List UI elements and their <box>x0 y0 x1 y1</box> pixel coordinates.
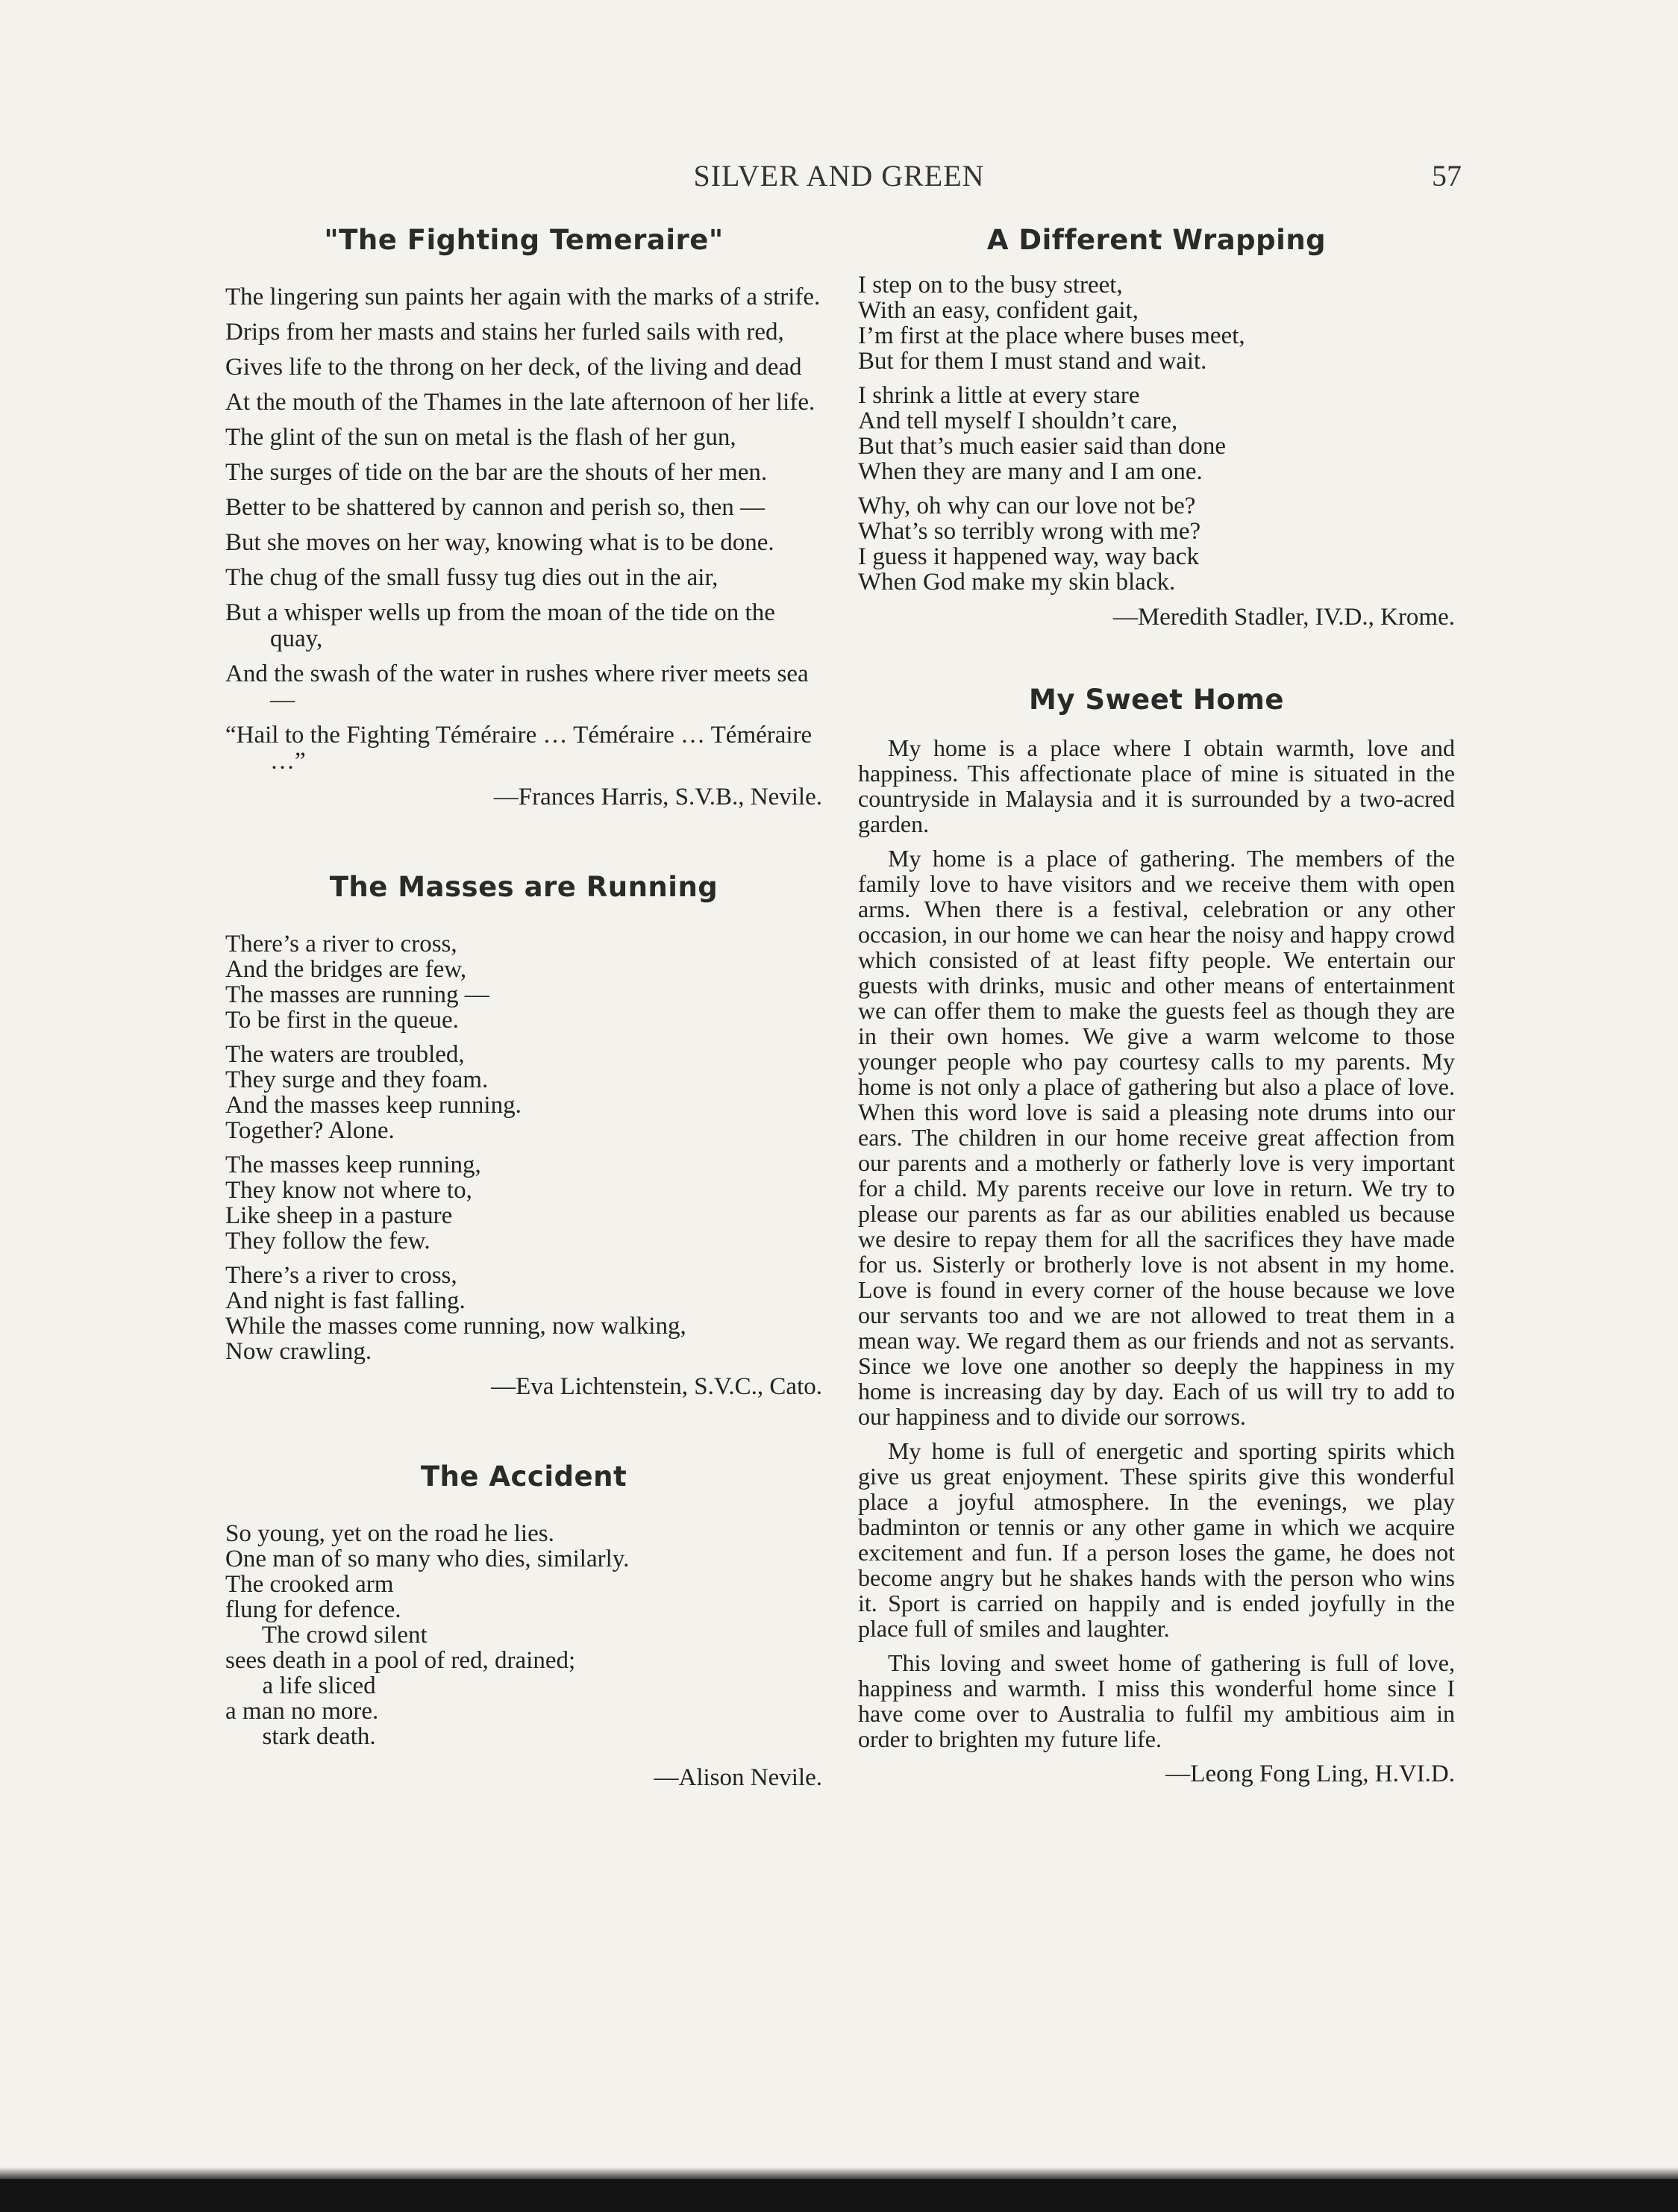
poem-line: “Hail to the Fighting Téméraire … Téméraire … Téméraire …” <box>225 722 813 775</box>
poem-line: What’s so terribly wrong with me? <box>858 518 1201 545</box>
poem-title: The Accident <box>420 1460 627 1493</box>
poem-line: The lingering sun paints her again with the marks of a strife. <box>225 284 821 310</box>
poem-line: a man no more. <box>225 1698 379 1725</box>
stanza <box>225 1042 822 1143</box>
poem-line: The masses are running — <box>225 981 489 1008</box>
poem-line: So young, yet on the road he lies. <box>225 1520 554 1547</box>
poem-line: I guess it happened way, way back <box>858 543 1199 570</box>
poem-byline: —Meredith Stadler, IV.D., Krome. <box>1112 604 1455 631</box>
stanza <box>225 931 822 1033</box>
poem-line: Now crawling. <box>225 1338 372 1365</box>
stanza <box>858 383 1455 484</box>
stanza <box>225 1263 822 1364</box>
poem-line: The waters are troubled, <box>225 1041 465 1068</box>
right-column <box>858 224 1455 1788</box>
poem-line: Together? Alone. <box>225 1117 395 1144</box>
left-column <box>225 224 822 1792</box>
essay-paragraph: This loving and sweet home of gathering is full of love, happiness and warmth. I miss this wonderful home since I have come over to Australia to fulfil my ambitious aim in order to brighten my future life. <box>858 1649 1455 1752</box>
poem-line: And the masses keep running. <box>225 1092 522 1119</box>
poem-different-wrapping <box>858 224 1455 631</box>
essay-title: My Sweet Home <box>1029 684 1284 716</box>
poem-line: I step on to the busy street, <box>858 272 1123 299</box>
poem-line: The glint of the sun on metal is the flash of her gun, <box>225 424 736 451</box>
poem-title: A Different Wrapping <box>986 224 1327 256</box>
poem-line: stark death. <box>225 1723 376 1750</box>
poem-line: flung for defence. <box>225 1596 401 1623</box>
poem-line: They know not where to, <box>225 1177 472 1204</box>
poem-line: Better to be shattered by cannon and perish so, then — <box>225 494 766 521</box>
poem-line: The chug of the small fussy tug dies out in the air, <box>225 564 719 591</box>
poem-line: And the bridges are few, <box>225 956 467 983</box>
essay-my-sweet-home <box>858 684 1455 1788</box>
poem-line: And night is fast falling. <box>225 1287 466 1314</box>
essay-paragraph: My home is full of energetic and sporting spirits which give us great enjoyment. These spirits give this wonderful place a joyful atmosphere. In the evenings, we play badminton or tennis or any other game in which we acquire excitement and fun. If a person loses the game, he does not become angry but he shakes hands with the person who wins it. Sport is carried on happily and is ended joyfully in the place full of smiles and laughter. <box>858 1437 1455 1642</box>
poem-line: The crooked arm <box>225 1571 394 1598</box>
poem-line: But for them I must stand and wait. <box>858 348 1207 375</box>
stanza <box>225 1521 822 1749</box>
poem-line: The masses keep running, <box>225 1152 481 1178</box>
poem-line: They surge and they foam. <box>225 1066 489 1093</box>
page-number: 57 <box>1432 159 1462 193</box>
poem-line: sees death in a pool of red, drained; <box>225 1647 576 1674</box>
poem-line: But a whisper wells up from the moan of the tide on the quay, <box>225 599 775 652</box>
poem-byline: —Eva Lichtenstein, S.V.C., Cato. <box>491 1373 822 1400</box>
poem-masses-are-running <box>225 871 822 1401</box>
poem-line: To be first in the queue. <box>225 1007 459 1034</box>
poem-line: When they are many and I am one. <box>858 458 1203 485</box>
page-bottom-edge <box>0 2179 1678 2212</box>
poem-line: Drips from her masts and stains her furled sails with red, <box>225 319 784 346</box>
poem-line: The crowd silent <box>225 1622 428 1649</box>
poem-line: And the swash of the water in rushes where river meets sea — <box>225 660 809 713</box>
stanza <box>858 493 1455 595</box>
poem-line: While the masses come running, now walking, <box>225 1313 686 1340</box>
essay-paragraph: My home is a place where I obtain warmth, love and happiness. This affectionate place of mine is situated in the countryside in Malaysia and it is surrounded by a two-acred garden. <box>858 734 1455 837</box>
poem-line: Gives life to the throng on her deck, of the living and dead <box>225 354 802 381</box>
poem-line: I shrink a little at every stare <box>858 382 1140 409</box>
poem-line: Why, oh why can our love not be? <box>858 493 1196 519</box>
poem-title: "The Fighting Temeraire" <box>324 224 724 256</box>
poem-line: There’s a river to cross, <box>225 1262 457 1289</box>
poem-line: When God make my skin black. <box>858 569 1176 596</box>
stanza <box>858 272 1455 374</box>
poem-line: And tell myself I shouldn’t care, <box>858 407 1178 434</box>
poem-byline: —Alison Nevile. <box>654 1764 822 1791</box>
poem-fighting-temeraire <box>225 224 822 811</box>
running-header: SILVER AND GREEN <box>693 159 985 193</box>
poem-line: But she moves on her way, knowing what is to be done. <box>225 529 774 556</box>
poem-line: But that’s much easier said than done <box>858 433 1227 460</box>
poem-line: They follow the few. <box>225 1228 431 1255</box>
poem-byline: —Frances Harris, S.V.B., Nevile. <box>493 784 822 810</box>
poem-title: The Masses are Running <box>329 871 719 903</box>
poem-line: a life sliced <box>225 1672 376 1699</box>
essay-byline: —Leong Fong Ling, H.VI.D. <box>1165 1760 1455 1787</box>
poem-line: One man of so many who dies, similarly. <box>225 1546 630 1572</box>
poem-line: With an easy, confident gait, <box>858 297 1139 324</box>
poem-the-accident <box>225 1460 822 1792</box>
poem-line: The surges of tide on the bar are the shouts of her men. <box>225 459 768 486</box>
poem-line: Like sheep in a pasture <box>225 1202 453 1229</box>
poem-line: At the mouth of the Thames in the late afternoon of her life. <box>225 389 815 416</box>
poem-line: There’s a river to cross, <box>225 931 457 957</box>
essay-paragraph: My home is a place of gathering. The members of the family love to have visitors and we receive them with open arms. When there is a festival, celebration or any other occasion, in our home we can hear the noisy and happy crowd which consisted of at least fifty people. We entertain our guests with drinks, music and other means of entertainment we can offer them to make the guests feel as though they are in their own homes. We give a warm welcome to those younger people who pay courtesy calls to my parents. My home is not only a place of gathering but also a place of love. When this word love is said a pleasing note drums into our ears. The children in our home receive great affection from our parents and a motherly or fatherly love is very important for a child. My parents receive our love in return. We try to please our parents as far as our abilities enabled us because we desire to repay them for all the sacrifices they have made for us. Sisterly or brotherly love is not absent in my home. Love is found in every corner of the house because we love our servants too and we are not allowed to treat them in a mean way. We regard them as our friends and not as servants. Since we love one another so deeply the happiness in my home is increasing day by day. Each of us will try to add to our happiness and to divide our sorrows. <box>858 845 1455 1430</box>
poem-line: I’m first at the place where buses meet, <box>858 322 1245 349</box>
stanza <box>225 1152 822 1254</box>
